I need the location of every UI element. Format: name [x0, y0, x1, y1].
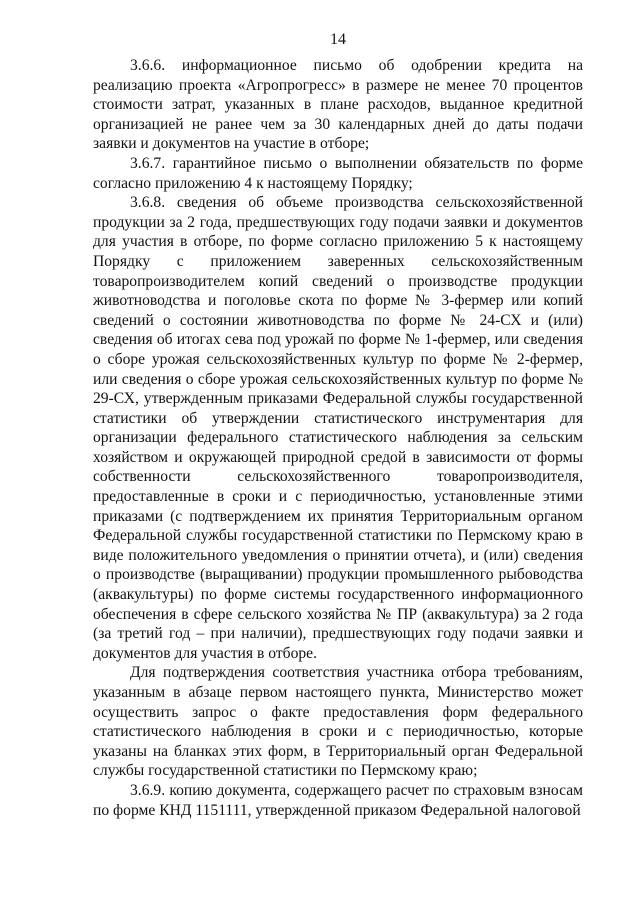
paragraph-3-6-9: 3.6.9. копию документа, содержащего расчет по страховым взносам по форме КНД 1151111, утвержденной приказом Федеральной налоговой: [93, 781, 583, 819]
document-page: [93, 30, 583, 820]
paragraph-3-6-8: 3.6.8. сведения об объеме производства сельскохозяйственной продукции за 2 года, предшествующих году подачи заявки и документов для участия в отборе, по форме согласно приложению 5 к настоящему Порядку с приложением заверенных сельскохозяйственным товаропроизводителем копий сведений о производстве продукции животноводства и поголовье скота по форме № 3-фермер или копий сведений о состоянии животноводства по форме № 24-СХ и (или) сведения об итогах сева под урожай по форме № 1-фермер, или сведения о сборе урожая сельскохозяйственных культур по форме № 2-фермер, или сведения о сборе урожая сельскохозяйственных культур по форме № 29-СХ, утвержденным приказами Федеральной службы государственной статистики об утверждении статистического инструментария для организации федерального статистического наблюдения за сельским хозяйством и окружающей природной средой в зависимости от формы собственности сельскохозяйственного товаропроизводителя, предоставленные в сроки и с периодичностью, установленные этими приказами (с подтверждением их принятия Территориальным органом Федеральной службы государственной статистики по Пермскому краю в виде положительного уведомления о принятии отчета), и (или) сведения о производстве (выращивании) продукции промышленного рыбоводства (аквакультуры) по форме системы государственного информационного обеспечения в сфере сельского хозяйства № ПР (аквакультура) за 2 года (за третий год – при наличии), предшествующих году подачи заявки и документов для участия в отборе.: [93, 194, 583, 662]
paragraph-verification: Для подтверждения соответствия участника отбора требованиям, указанным в абзаце первом настоящего пункта, Министерство может осуществить запрос о факте предоставления форм федерального статистического наблюдения в сроки и с периодичностью, которые указаны на бланках этих форм, в Территориальный орган Федеральной службы государственной статистики по Пермскому краю;: [93, 664, 583, 780]
paragraph-3-6-7: 3.6.7. гарантийное письмо о выполнении обязательств по форме согласно приложению 4 к настоящему Порядку;: [93, 154, 583, 192]
page-number: 14: [330, 31, 346, 48]
paragraph-3-6-6: 3.6.6. информационное письмо об одобрении кредита на реализацию проекта «Агропрогресс» в размере не менее 70 процентов стоимости затрат, указанных в плане расходов, выданное кредитной организацией не ранее чем за 30 календарных дней до даты подачи заявки и документов на участие в отборе;: [93, 57, 583, 153]
